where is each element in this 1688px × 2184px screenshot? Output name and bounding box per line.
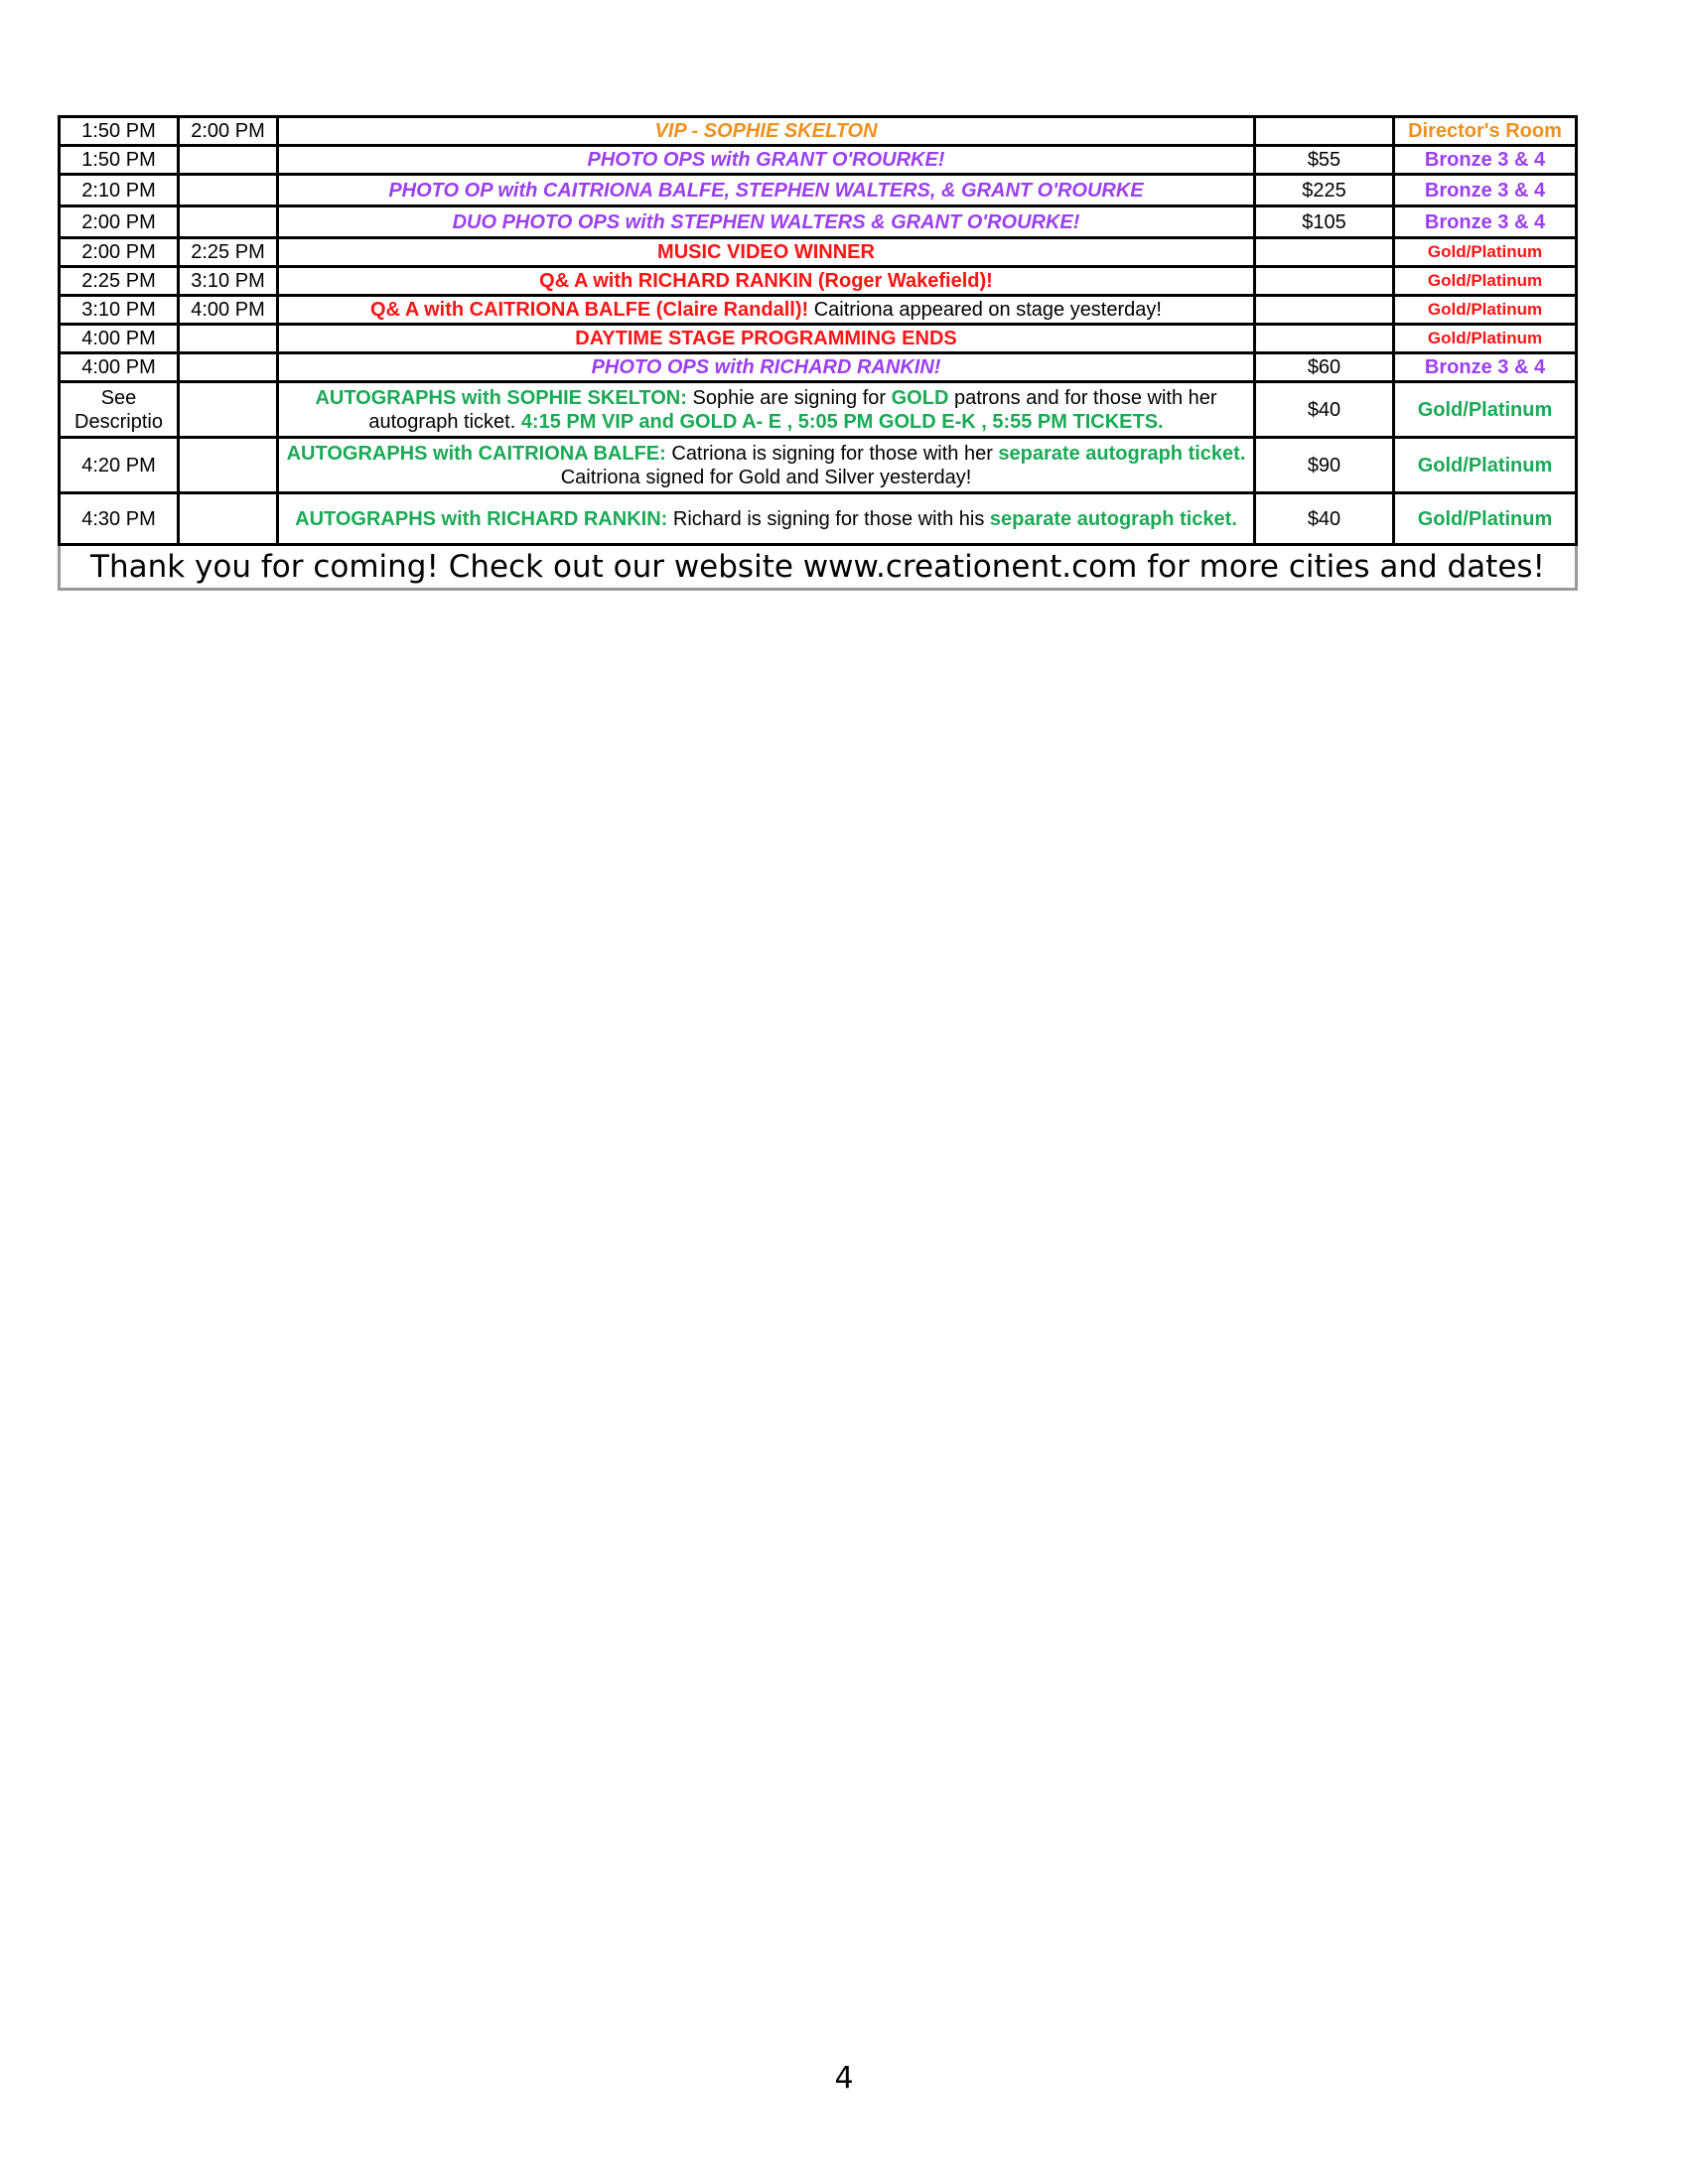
- end-time-cell: [179, 206, 278, 238]
- end-time-cell: 2:25 PM: [179, 238, 278, 267]
- description-segment: GOLD: [891, 386, 949, 409]
- start-time-cell: 2:25 PM: [60, 267, 179, 296]
- price-cell: $225: [1255, 175, 1394, 206]
- location-cell: Gold/Platinum: [1394, 382, 1577, 438]
- description-segment: AUTOGRAPHS with SOPHIE SKELTON:: [315, 386, 687, 409]
- location-cell: Gold/Platinum: [1394, 493, 1577, 545]
- end-time-cell: 4:00 PM: [179, 296, 278, 325]
- event-description-cell: [278, 353, 1255, 382]
- footer-message: Thank you for coming! Check out our website www.creationent.com for more cities and dates!: [60, 545, 1577, 590]
- location-cell: Bronze 3 & 4: [1394, 353, 1577, 382]
- start-time-cell: 4:00 PM: [60, 325, 179, 353]
- end-time-cell: [179, 382, 278, 438]
- description-segment: Richard is signing for those with his: [667, 507, 990, 530]
- description-segment: PHOTO OPS with RICHARD RANKIN!: [591, 356, 941, 378]
- description-segment: Caitriona signed for Gold and Silver yesterday!: [560, 466, 972, 488]
- event-description-cell: [278, 117, 1255, 146]
- description-segment: Sophie are signing for: [686, 386, 892, 409]
- location-cell: Bronze 3 & 4: [1394, 206, 1577, 238]
- event-description-cell: [278, 382, 1255, 438]
- price-cell: [1255, 325, 1394, 353]
- schedule-row: [60, 325, 1577, 353]
- price-cell: $55: [1255, 146, 1394, 175]
- schedule-row: [60, 146, 1577, 175]
- price-cell: [1255, 296, 1394, 325]
- description-segment: separate autograph ticket.: [998, 442, 1246, 465]
- location-cell: Bronze 3 & 4: [1394, 175, 1577, 206]
- description-segment: DAYTIME STAGE PROGRAMMING ENDS: [575, 328, 957, 349]
- start-time-cell: 2:10 PM: [60, 175, 179, 206]
- end-time-cell: [179, 438, 278, 493]
- event-description-cell: [278, 325, 1255, 353]
- location-cell: Gold/Platinum: [1394, 267, 1577, 296]
- schedule-row: [60, 382, 1577, 438]
- start-time-cell: 4:30 PM: [60, 493, 179, 545]
- event-description-cell: [278, 238, 1255, 267]
- schedule-row: [60, 238, 1577, 267]
- description-segment: DUO PHOTO OPS with STEPHEN WALTERS & GRANT O'ROURKE!: [452, 210, 1080, 233]
- start-time-cell: 4:20 PM: [60, 438, 179, 493]
- event-description-cell: [278, 438, 1255, 493]
- description-segment: AUTOGRAPHS with RICHARD RANKIN:: [295, 507, 668, 530]
- event-description-cell: [278, 267, 1255, 296]
- price-cell: [1255, 117, 1394, 146]
- description-segment: MUSIC VIDEO WINNER: [657, 241, 875, 263]
- location-cell: Gold/Platinum: [1394, 296, 1577, 325]
- start-time-cell: 1:50 PM: [60, 117, 179, 146]
- location-cell: Gold/Platinum: [1394, 438, 1577, 493]
- start-time-cell: 3:10 PM: [60, 296, 179, 325]
- description-segment: Q& A with CAITRIONA BALFE (Claire Randall)!: [370, 299, 809, 321]
- end-time-cell: [179, 353, 278, 382]
- event-description-cell: [278, 146, 1255, 175]
- footer-row: [60, 545, 1577, 590]
- schedule-row: [60, 117, 1577, 146]
- schedule-row: [60, 493, 1577, 545]
- event-description-cell: [278, 493, 1255, 545]
- price-cell: $90: [1255, 438, 1394, 493]
- end-time-cell: 2:00 PM: [179, 117, 278, 146]
- description-segment: PHOTO OP with CAITRIONA BALFE, STEPHEN WALTERS, & GRANT O'ROURKE: [388, 179, 1144, 202]
- price-cell: $105: [1255, 206, 1394, 238]
- schedule-row: [60, 353, 1577, 382]
- description-segment: PHOTO OPS with GRANT O'ROURKE!: [587, 149, 945, 171]
- description-segment: VIP - SOPHIE SKELTON: [654, 120, 878, 142]
- start-time-cell: 2:00 PM: [60, 206, 179, 238]
- end-time-cell: [179, 175, 278, 206]
- description-segment: separate autograph ticket.: [989, 507, 1237, 530]
- schedule-row: [60, 267, 1577, 296]
- event-description-cell: [278, 175, 1255, 206]
- description-segment: AUTOGRAPHS with CAITRIONA BALFE:: [286, 442, 666, 465]
- price-cell: [1255, 238, 1394, 267]
- schedule-body: [60, 117, 1577, 545]
- schedule-row: [60, 438, 1577, 493]
- schedule-table: [58, 115, 1578, 591]
- description-segment: patrons and for those with her autograph ticket.: [368, 386, 1217, 433]
- price-cell: $40: [1255, 493, 1394, 545]
- end-time-cell: [179, 325, 278, 353]
- description-segment: 4:15 PM VIP and GOLD A- E , 5:05 PM GOLD E-K , 5:55 PM TICKETS.: [520, 410, 1164, 433]
- price-cell: $40: [1255, 382, 1394, 438]
- start-time-cell: 2:00 PM: [60, 238, 179, 267]
- schedule-row: [60, 296, 1577, 325]
- event-description-cell: [278, 206, 1255, 238]
- end-time-cell: 3:10 PM: [179, 267, 278, 296]
- schedule-row: [60, 175, 1577, 206]
- description-segment: Q& A with RICHARD RANKIN (Roger Wakefield)!: [539, 270, 993, 292]
- schedule-row: [60, 206, 1577, 238]
- end-time-cell: [179, 146, 278, 175]
- location-cell: Gold/Platinum: [1394, 238, 1577, 267]
- start-time-cell: 1:50 PM: [60, 146, 179, 175]
- location-cell: Gold/Platinum: [1394, 325, 1577, 353]
- description-segment: Caitriona appeared on stage yesterday!: [808, 299, 1162, 321]
- price-cell: [1255, 267, 1394, 296]
- location-cell: Director's Room: [1394, 117, 1577, 146]
- start-time-cell: 4:00 PM: [60, 353, 179, 382]
- location-cell: Bronze 3 & 4: [1394, 146, 1577, 175]
- price-cell: $60: [1255, 353, 1394, 382]
- event-description-cell: [278, 296, 1255, 325]
- end-time-cell: [179, 493, 278, 545]
- start-time-cell: See Descriptio: [60, 382, 179, 438]
- page-number: 4: [834, 2061, 854, 2096]
- description-segment: Catriona is signing for those with her: [665, 442, 999, 465]
